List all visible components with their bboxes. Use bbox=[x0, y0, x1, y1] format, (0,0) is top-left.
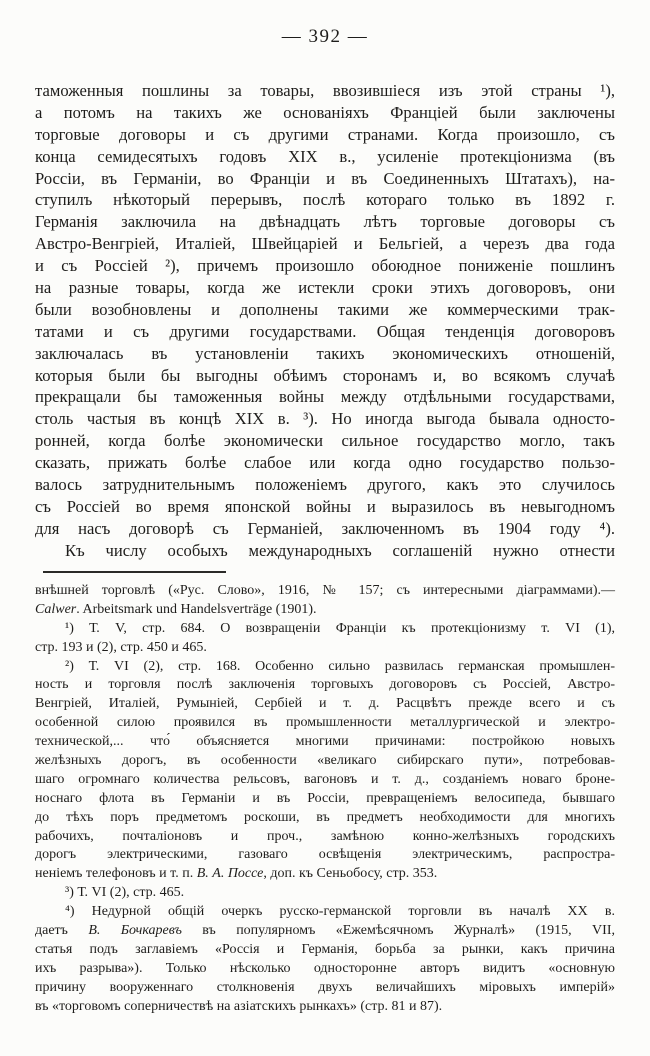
footnote-line: желѣзныхъ дорогъ, въ особенности «великаго сибирскаго пути», потребовав- bbox=[35, 753, 615, 769]
footnote-line: ⁴) Недурной общій очеркъ русско-германской торговли въ началѣ XX в. bbox=[65, 904, 615, 920]
page-number-header: — 392 — bbox=[281, 26, 369, 47]
plain-text: , доп. къ Сеньобосу, стр. 353. bbox=[263, 866, 438, 882]
footnote-line: стр. 193 и (2), стр. 450 и 465. bbox=[35, 639, 207, 655]
footnote-line bbox=[35, 922, 615, 941]
footnote-line: рабочихъ, почталіоновъ и проч., замѣною конно-желѣзныхъ городскихъ bbox=[35, 828, 615, 844]
footnote-line: ¹) Т. V, стр. 684. О возвращеніи Франціи къ протекціонизму т. VI (1), bbox=[65, 620, 615, 636]
footnote-line: статья подъ заглавіемъ «Россія и Германія, борьба за рынки, какъ причина bbox=[35, 941, 615, 957]
plain-text: неніемъ телефоновъ и т. п. bbox=[35, 866, 197, 882]
italic-text: Calwer bbox=[35, 601, 77, 617]
italic-text: В. Бочкаревъ bbox=[88, 923, 182, 939]
main-text bbox=[35, 80, 615, 562]
footnote-line: Венгріей, Италіей, Румыніей, Сербіей и т. д. Расцвѣтъ прежде всего и съ bbox=[35, 696, 615, 712]
italic-text: В. А. Поссе bbox=[196, 866, 264, 882]
main-text-line: на разные товары, когда же истекли сроки этихъ договоровъ, они bbox=[35, 278, 615, 298]
main-text-line: а потомъ на такихъ же основаніяхъ Франціей были заключены bbox=[35, 102, 615, 122]
main-text-line: для насъ договорѣ съ Германіей, заключенномъ въ 1904 году ⁴). bbox=[35, 518, 615, 538]
footnote-line: ²) Т. VI (2), стр. 168. Особенно сильно развилась германская промышлен- bbox=[65, 658, 615, 674]
footnote-separator bbox=[43, 571, 226, 573]
main-text-line: сказать, прижать болѣе слабое или когда одно государство пользо- bbox=[35, 453, 615, 473]
plain-text: даетъ bbox=[35, 923, 89, 939]
plain-text: . Arbeitsmark und Handelsverträge (1901). bbox=[76, 601, 317, 617]
footnote-line: ³) Т. VI (2), стр. 465. bbox=[65, 885, 185, 901]
footnote-line bbox=[35, 865, 615, 884]
footnote-line: въ «торговомъ соперничествѣ на азіатскихъ рынкахъ» (стр. 81 и 87). bbox=[35, 998, 443, 1014]
main-text-line: которыя были бы выгодны обѣимъ сторонамъ и, во всякомъ случаѣ bbox=[35, 365, 615, 385]
footnotes bbox=[35, 582, 615, 1016]
main-text-line: и съ Россіей ²), причемъ произошло обоюдное пониженіе пошлинъ bbox=[35, 256, 615, 276]
main-text-line: ступилъ нѣкоторый перерывъ, послѣ котораго только въ 1892 г. bbox=[35, 190, 615, 210]
footnote-line: носнаго флота въ Германіи и въ Россіи, превращеніемъ велосипеда, бывшаго bbox=[35, 790, 615, 806]
main-text-line: столь частыя въ концѣ XIX в. ³). Но иногда выгода бывала односто- bbox=[35, 409, 615, 429]
main-text-line: валось затруднительнымъ положеніемъ другого, какъ это случилось bbox=[35, 475, 615, 495]
footnote-line: особенной силою проявился въ промышленности металлургической и электро- bbox=[35, 715, 615, 731]
footnote-line: дорогъ электрическими, газоваго освѣщенія электрическимъ, распростра- bbox=[35, 847, 615, 863]
main-text-line: Австро-Венгріей, Италіей, Швейцаріей и Бельгіей, а черезъ два года bbox=[35, 234, 615, 254]
main-text-line: торговые договоры и съ другими странами. Когда произошло, съ bbox=[35, 124, 615, 144]
footnote-line: до тѣхъ поръ предметомъ роскоши, въ предметъ необходимости для многихъ bbox=[35, 809, 615, 825]
main-text-line: ронней, когда болѣе экономически сильное государство могло, такъ bbox=[35, 431, 615, 451]
plain-text: въ популярномъ «Ежемѣсячномъ Журналѣ» (1915, VII, bbox=[181, 923, 615, 939]
main-text-line: съ Россіей во время японской войны и выразилось въ невыгодномъ bbox=[35, 496, 615, 516]
footnote-line: причину вооруженнаго столкновенія двухъ величайшихъ міровыхъ имперій» bbox=[35, 979, 615, 995]
main-text-line: заключалась въ установленіи такихъ экономическихъ отношеній, bbox=[35, 343, 615, 363]
main-text-line: Къ числу особыхъ международныхъ соглашеній нужно отнести bbox=[65, 540, 615, 560]
footnote-line: внѣшней торговлѣ («Рус. Слово», 1916, № 157; съ интересными діаграммами).— bbox=[35, 583, 615, 598]
footnote-line: технической,... что́ объясняется многими причинами: постройкою новыхъ bbox=[35, 734, 615, 750]
footnote-line: ность и торговля послѣ заключенія торговыхъ договоровъ съ Россіей, Австро- bbox=[35, 677, 615, 693]
main-text-line: таможенныя пошлины за товары, ввозившіеся изъ этой страны ¹), bbox=[35, 81, 615, 100]
main-text-line: татами и съ другими государствами. Общая тенденція договоровъ bbox=[35, 321, 615, 341]
footnote-line: шаго огромнаго количества рельсовъ, вагоновъ и т. д., созданіемъ новаго броне- bbox=[35, 771, 615, 787]
main-text-line: Россіи, въ Германіи, во Франціи и въ Соединенныхъ Штатахъ), на- bbox=[35, 168, 615, 188]
footnote-line: ихъ разрыва»). Только нѣсколько односторонне авторъ видитъ «основную bbox=[35, 960, 615, 976]
main-text-line: Германія заключила на двѣнадцать лѣтъ торговые договоры съ bbox=[35, 212, 615, 232]
main-text-line: прекращали бы таможенныя войны между отдѣльными государствами, bbox=[35, 387, 615, 407]
main-text-line: конца семидесятыхъ годовъ XIX в., усиленіе протекціонизма (въ bbox=[35, 146, 615, 166]
main-text-line: были возобновлены и дополнены такими же коммерческими трак- bbox=[35, 299, 615, 319]
footnote-line bbox=[35, 601, 615, 620]
